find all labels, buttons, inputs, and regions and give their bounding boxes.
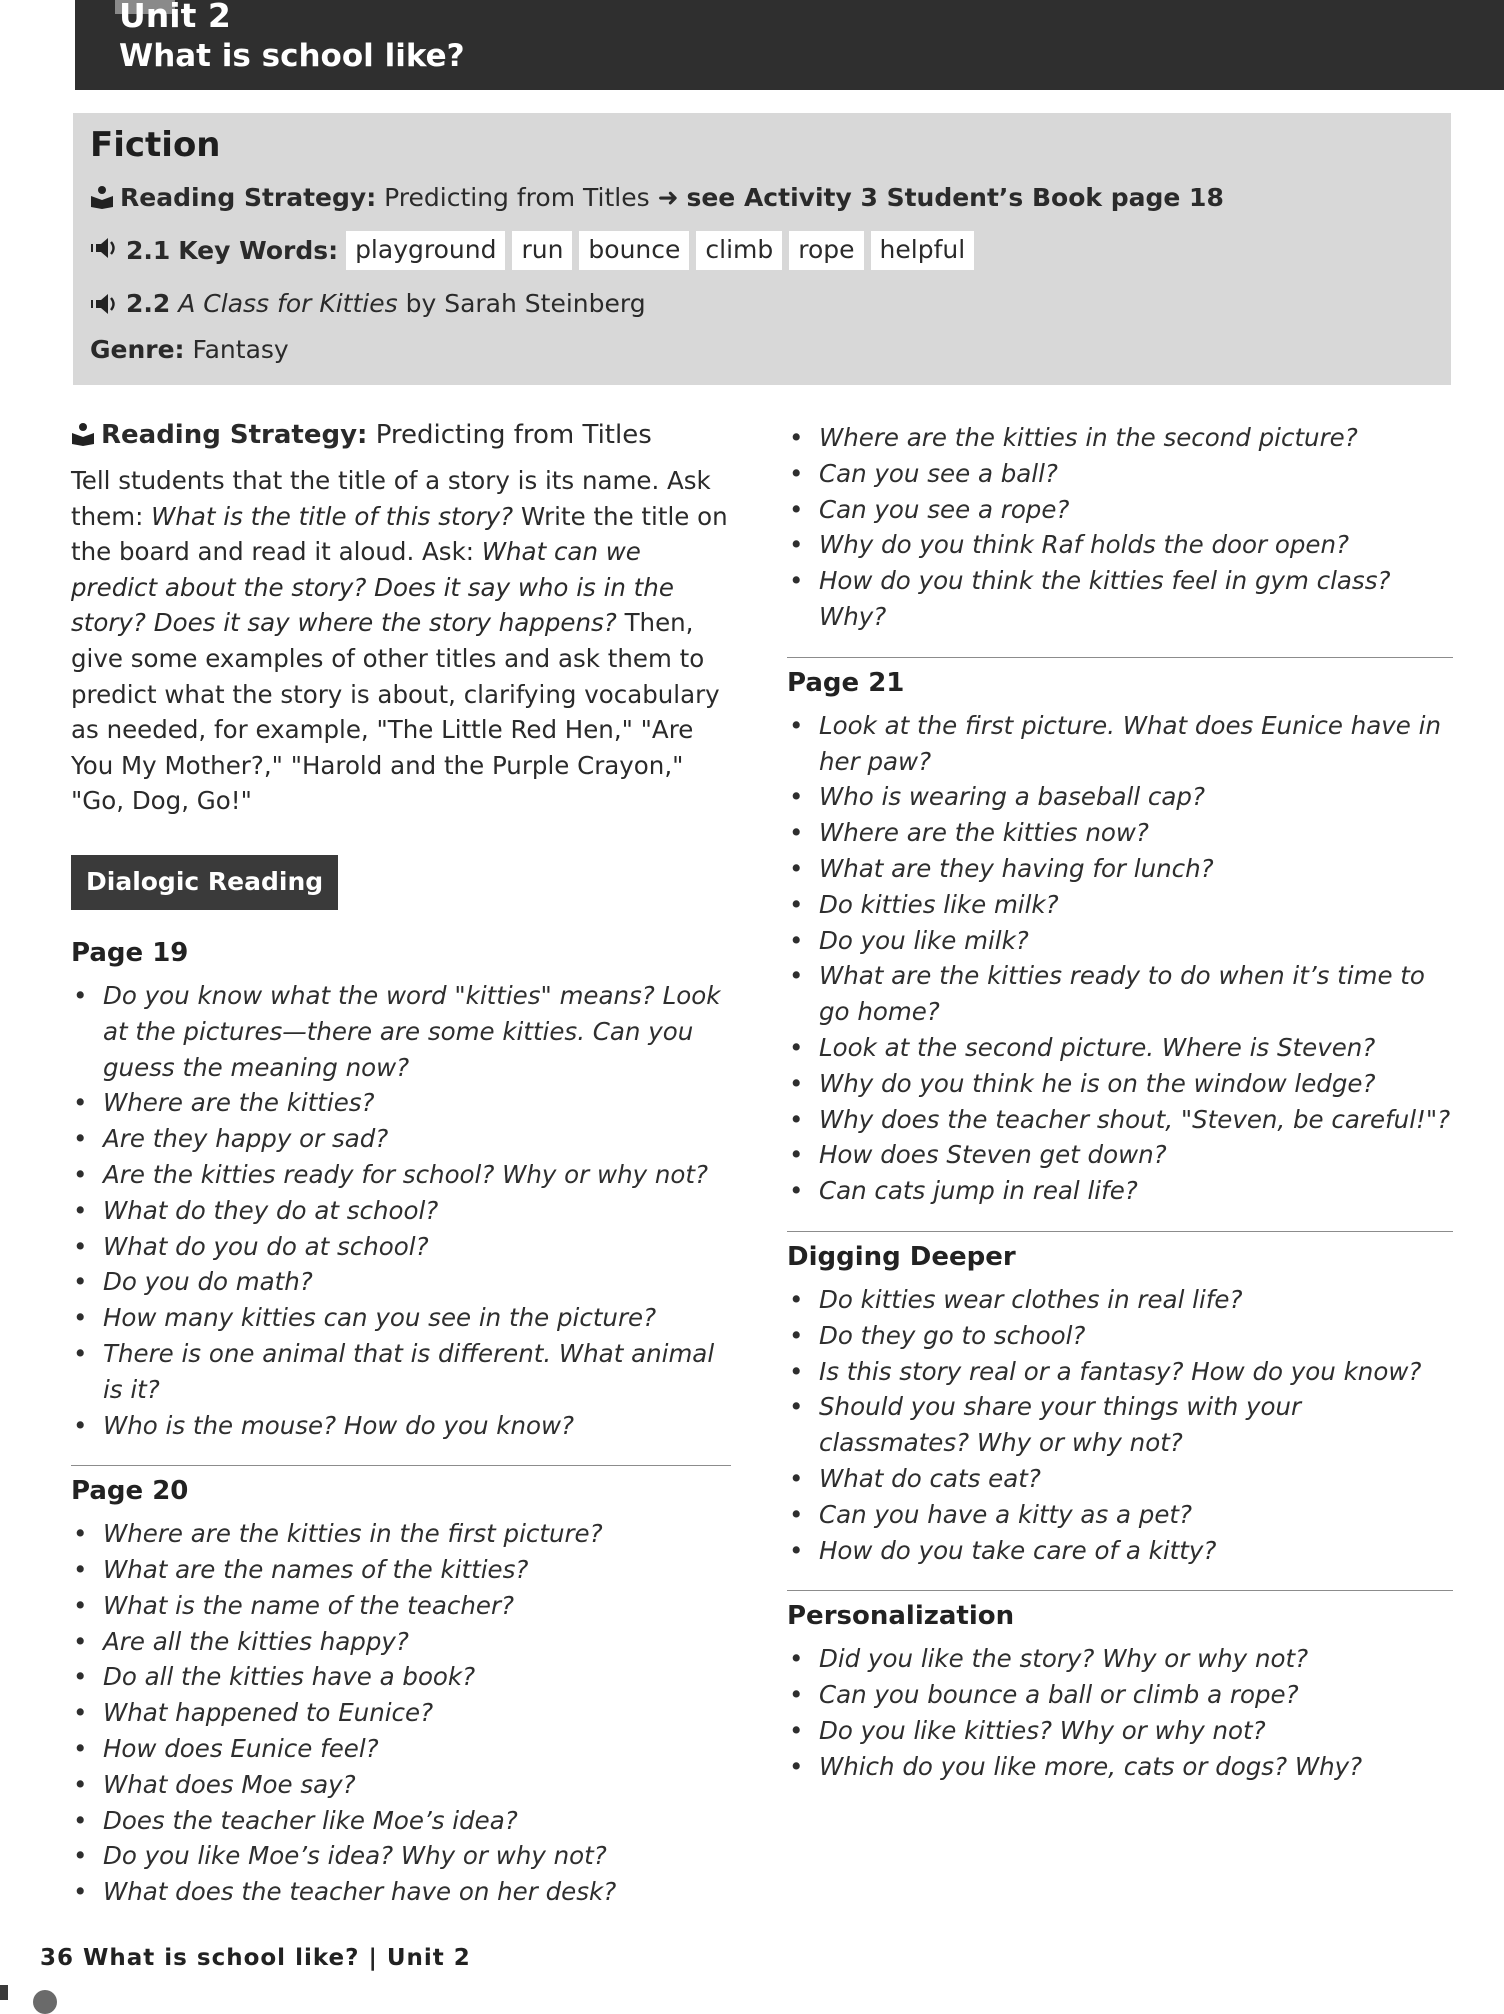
page-number: 36 [40, 1945, 75, 1971]
strategy-text: Predicting from Titles [375, 420, 652, 450]
list-item: • Does the teacher like Moe’s idea? [71, 1803, 731, 1839]
page19-section [71, 938, 731, 1443]
reader-icon [90, 185, 114, 215]
list-item: • Can you bounce a ball or climb a rope? [787, 1677, 1453, 1713]
strategy-heading [71, 420, 731, 453]
key-word-chip: rope [789, 231, 863, 270]
footer-text: What is school like? | Unit 2 [83, 1945, 471, 1971]
list-item: • Can you have a kitty as a pet? [787, 1497, 1453, 1533]
fiction-reading-strategy [90, 183, 1224, 215]
genre-value: Fantasy [192, 335, 289, 364]
key-words-track: 2.1 [126, 236, 171, 265]
list-item: • Do you do math? [71, 1264, 731, 1300]
fiction-heading: Fiction [90, 125, 221, 165]
story-track: 2.2 [126, 289, 171, 318]
list-item: • Who is wearing a baseball cap? [787, 779, 1453, 815]
fiction-key-words [90, 231, 981, 270]
list-item: • How does Eunice feel? [71, 1731, 731, 1767]
list-item: • What happened to Eunice? [71, 1695, 731, 1731]
personalization-questions [787, 1641, 1453, 1784]
list-item: • Which do you like more, cats or dogs? Why? [787, 1749, 1453, 1785]
key-word-chip: playground [346, 231, 505, 270]
list-item: • Do all the kitties have a book? [71, 1659, 731, 1695]
list-item: • How do you take care of a kitty? [787, 1533, 1453, 1569]
list-item: • What do cats eat? [787, 1461, 1453, 1497]
list-item: • Did you like the story? Why or why not? [787, 1641, 1453, 1677]
page20-heading: Page 20 [71, 1476, 189, 1507]
list-item: • Who is the mouse? How do you know? [71, 1408, 731, 1444]
list-item: • Can cats jump in real life? [787, 1173, 1453, 1209]
list-item: • Are all the kitties happy? [71, 1624, 731, 1660]
unit-title: What is school like? [119, 38, 465, 74]
list-item: • Do you know what the word "kitties" means? Look at the pictures—there are some kitties. Can you guess the meaning now? [71, 978, 731, 1085]
list-item: • Where are the kitties in the second picture? [787, 420, 1453, 456]
page20-questions [71, 1516, 731, 1910]
strategy-p3: Then, give some examples of other titles and ask them to predict what the story is about, clarifying vocabulary as needed, for example, "The Little Red Hen," "Are You My Mother?," "Harold and the Purple Crayon," "Go, Dog, Go!" [71, 608, 720, 816]
list-item: • Look at the second picture. Where is Steven? [787, 1030, 1453, 1066]
list-item: • Do they go to school? [787, 1318, 1453, 1354]
list-item: • Can you see a rope? [787, 492, 1453, 528]
audio-icon [90, 236, 120, 266]
digging-deeper-section [787, 1242, 1453, 1568]
fiction-strategy-label: Reading Strategy: [120, 183, 377, 212]
list-item: • Is this story real or a fantasy? How do you know? [787, 1354, 1453, 1390]
key-word-chip: climb [696, 231, 782, 270]
page19-heading: Page 19 [71, 937, 189, 968]
list-item: • Why do you think he is on the window ledge? [787, 1066, 1453, 1102]
list-item: • Are the kitties ready for school? Why or why not? [71, 1157, 731, 1193]
unit-label: Unit 2 [119, 0, 231, 35]
list-item: • Can you see a ball? [787, 456, 1453, 492]
fiction-strategy-text: Predicting from Titles [384, 183, 650, 212]
personalization-heading: Personalization [787, 1601, 1015, 1632]
right-column [787, 420, 1453, 1785]
list-item: • Why do you think Raf holds the door open? [787, 527, 1453, 563]
page21-questions [787, 708, 1453, 1209]
fiction-story-line [90, 289, 646, 322]
arrow-right-icon: ➜ [657, 183, 679, 212]
fiction-genre [90, 335, 289, 364]
reader-icon [71, 422, 95, 453]
list-item: • What is the name of the teacher? [71, 1588, 731, 1624]
section-divider [787, 1590, 1453, 1591]
story-author: by Sarah Steinberg [405, 289, 646, 318]
strategy-p1: Tell students that the title of a story is its name. Ask them: [71, 466, 711, 531]
strategy-q2: What can we predict about the story? Does it say who is in the story? Does it say where the story happens? [71, 537, 674, 638]
fiction-strategy-link: see Activity 3 Student’s Book page 18 [686, 183, 1224, 212]
list-item: • Do you like Moe’s idea? Why or why not? [71, 1838, 731, 1874]
list-item: • What does the teacher have on her desk? [71, 1874, 731, 1910]
section-divider [787, 1231, 1453, 1232]
list-item: • What do you do at school? [71, 1229, 731, 1265]
page20-section [71, 1476, 731, 1910]
page-footer [40, 1945, 471, 1971]
list-item: • Where are the kitties in the first picture? [71, 1516, 731, 1552]
digging-deeper-questions [787, 1282, 1453, 1568]
list-item: • There is one animal that is different. What animal is it? [71, 1336, 731, 1408]
dialogic-reading-label: Dialogic Reading [71, 855, 338, 910]
page21-section [787, 668, 1453, 1209]
list-item: • Do kitties like milk? [787, 887, 1453, 923]
fiction-box [73, 113, 1451, 385]
list-item: • Where are the kitties? [71, 1085, 731, 1121]
list-item: • Do you like kitties? Why or why not? [787, 1713, 1453, 1749]
audio-icon [90, 292, 120, 322]
list-item: • How many kitties can you see in the picture? [71, 1300, 731, 1336]
list-item: • Why does the teacher shout, "Steven, be careful!"? [787, 1102, 1453, 1138]
list-item: • What are the kitties ready to do when it’s time to go home? [787, 958, 1453, 1030]
corner-mark [0, 1985, 8, 2000]
list-item: • What are the names of the kitties? [71, 1552, 731, 1588]
personalization-section [787, 1601, 1453, 1784]
digging-deeper-heading: Digging Deeper [787, 1241, 1016, 1272]
strategy-label: Reading Strategy: [101, 420, 368, 450]
list-item: • How do you think the kitties feel in gym class? Why? [787, 563, 1453, 635]
key-word-chip: bounce [579, 231, 689, 270]
left-column [71, 420, 731, 1910]
list-item: • Do you like milk? [787, 923, 1453, 959]
section-divider [71, 1465, 731, 1466]
strategy-paragraph [71, 463, 731, 819]
list-item: • What do they do at school? [71, 1193, 731, 1229]
list-item: • Where are the kitties now? [787, 815, 1453, 851]
page20-continued-questions [787, 420, 1453, 635]
list-item: • Do kitties wear clothes in real life? [787, 1282, 1453, 1318]
unit-header [75, 0, 1504, 90]
strategy-q1: What is the title of this story? [151, 501, 514, 531]
genre-label: Genre: [90, 335, 185, 364]
story-title: A Class for Kitties [178, 289, 398, 318]
corner-dot [33, 1990, 57, 2014]
section-divider [787, 657, 1453, 658]
list-item: • What are they having for lunch? [787, 851, 1453, 887]
list-item: • What does Moe say? [71, 1767, 731, 1803]
strategy-p2: Write the title on the board and read it aloud. Ask: [71, 501, 728, 567]
key-word-chip: helpful [871, 231, 975, 270]
list-item: • Should you share your things with your classmates? Why or why not? [787, 1389, 1453, 1461]
page21-heading: Page 21 [787, 667, 905, 698]
page19-questions [71, 978, 731, 1443]
list-item: • How does Steven get down? [787, 1137, 1453, 1173]
key-word-chip: run [512, 231, 572, 270]
list-item: • Are they happy or sad? [71, 1121, 731, 1157]
list-item: • Look at the first picture. What does Eunice have in her paw? [787, 708, 1453, 780]
key-words-label: Key Words: [178, 236, 339, 265]
